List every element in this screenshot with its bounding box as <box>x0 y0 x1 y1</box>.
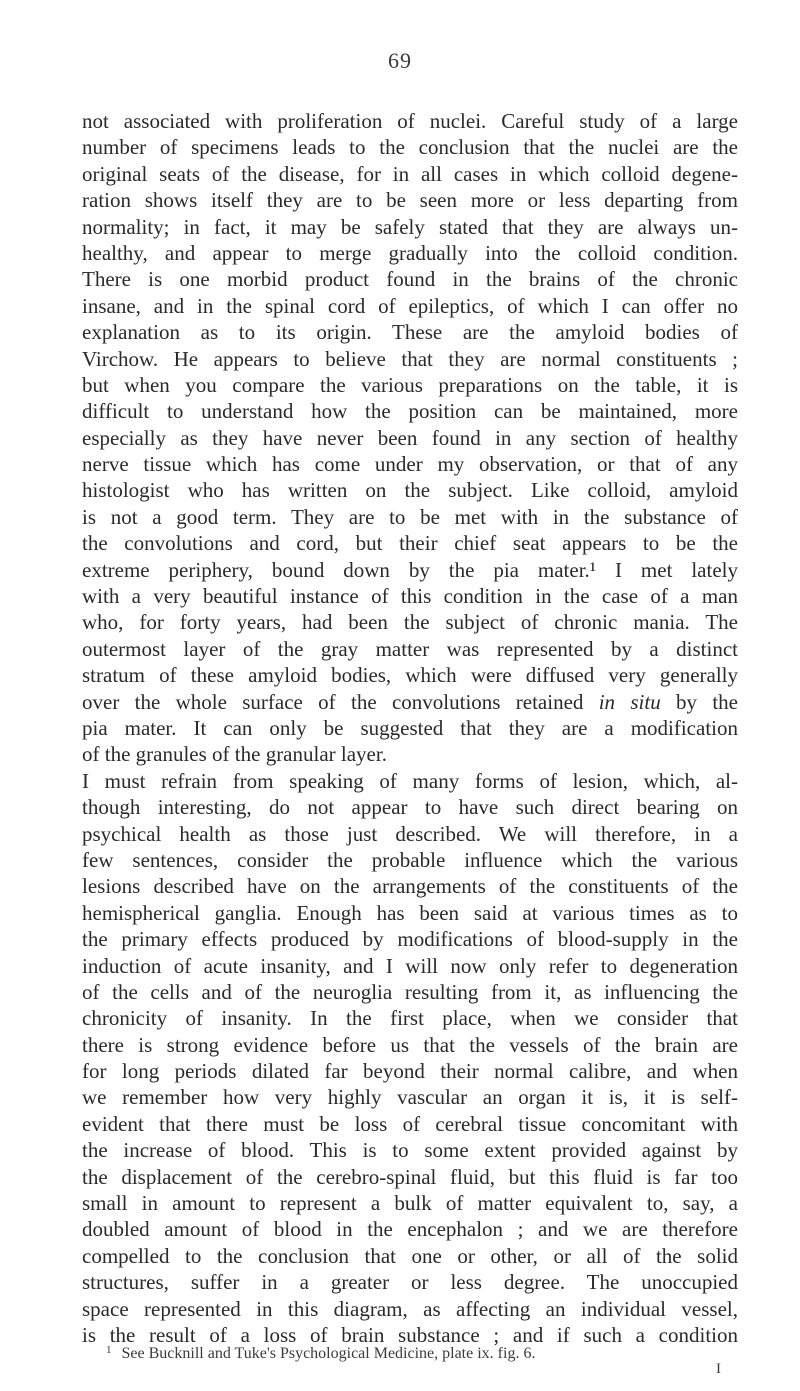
text-line: especially as they have never been found in any section of healthy <box>82 425 738 450</box>
text-line: the increase of blood. This is to some extent provided against by <box>82 1138 738 1163</box>
text-line: hemispherical ganglia. Enough has been said at various times as to <box>82 900 738 925</box>
page-number: 69 <box>388 48 412 73</box>
text-line: doubled amount of blood in the encephalon ; and we are therefore <box>82 1217 738 1242</box>
text-line: of the cells and of the neuroglia resulting from it, as influencing the <box>82 979 738 1004</box>
text-line: though interesting, do not appear to have such direct bearing on <box>82 795 738 820</box>
text-line: induction of acute insanity, and I will now only refer to degeneration <box>82 953 738 978</box>
text-line: the displacement of the cerebro-spinal fluid, but this fluid is far too <box>82 1164 738 1189</box>
text-line: number of specimens leads to the conclusion that the nuclei are the <box>82 135 738 160</box>
footnote-marker: 1 <box>106 1344 112 1356</box>
text-line: with a very beautiful instance of this condition in the case of a man <box>82 584 738 609</box>
text-line: healthy, and appear to merge gradually into the colloid condition. <box>82 240 738 265</box>
text-line: lesions described have on the arrangements of the constituents of the <box>82 874 738 899</box>
text-line: compelled to the conclusion that one or other, or all of the solid <box>82 1243 738 1268</box>
text-line: there is strong evidence before us that the vessels of the brain are <box>82 1032 738 1057</box>
text-line: psychical health as those just described. We will therefore, in a <box>82 821 738 846</box>
text-line: evident that there must be loss of cerebral tissue concomitant with <box>82 1111 738 1136</box>
text-line: is the result of a loss of brain substance ; and if such a condition <box>82 1322 738 1347</box>
text-line: small in amount to represent a bulk of matter equivalent to, say, a <box>82 1191 738 1216</box>
text-line: of the granules of the granular layer. <box>82 742 387 767</box>
text-line: histologist who has written on the subject. Like colloid, amyloid <box>82 478 738 503</box>
text-line: ration shows itself they are to be seen more or less departing from <box>82 188 738 213</box>
text-line: outermost layer of the gray matter was represented by a distinct <box>82 636 738 661</box>
text-line: is not a good term. They are to be met with in the substance of <box>82 504 738 529</box>
text-line: but when you compare the various preparations on the table, it is <box>82 372 738 397</box>
text-line: normality; in fact, it may be safely stated that they are always un- <box>82 214 738 239</box>
text-line: few sentences, consider the probable influence which the various <box>82 847 738 872</box>
footnote-text: See Bucknill and Tuke's Psychological Medicine, plate ix. fig. 6. <box>121 1345 536 1362</box>
italic-phrase: in situ <box>598 689 661 714</box>
signature-mark: I <box>716 1361 721 1377</box>
text-line: explanation as to its origin. These are the amyloid bodies of <box>82 320 738 345</box>
text-line: difficult to understand how the position can be maintained, more <box>82 399 738 424</box>
text-line: for long periods dilated far beyond their normal calibre, and when <box>82 1059 738 1084</box>
text-line: I must refrain from speaking of many forms of lesion, which, al- <box>82 768 738 793</box>
text-line: not associated with proliferation of nuclei. Careful study of a large <box>82 109 738 133</box>
text-line: Virchow. He appears to believe that they are normal constituents ; <box>82 346 738 371</box>
text-line: the convolutions and cord, but their chief seat appears to be the <box>82 531 738 556</box>
text-line: we remember how very highly vascular an organ it is, it is self- <box>82 1085 738 1110</box>
text-line: extreme periphery, bound down by the pia mater.¹ I met lately <box>82 557 738 582</box>
text-line: the primary effects produced by modifications of blood-supply in the <box>82 927 738 952</box>
text-line: insane, and in the spinal cord of epileptics, of which I can offer no <box>82 293 738 318</box>
footnote <box>106 1340 535 1364</box>
text-line: chronicity of insanity. In the first place, when we consider that <box>82 1006 738 1031</box>
text-line: structures, suffer in a greater or less degree. The unoccupied <box>82 1270 738 1295</box>
body-text <box>82 108 738 1348</box>
text-line: stratum of these amyloid bodies, which were diffused very generally <box>82 663 738 688</box>
text-line: pia mater. It can only be suggested that they are a modification <box>82 715 738 740</box>
text-line: who, for forty years, had been the subject of chronic mania. The <box>82 610 738 635</box>
text-line: There is one morbid product found in the brains of the chronic <box>82 267 738 292</box>
text-line: space represented in this diagram, as affecting an individual vessel, <box>82 1296 738 1321</box>
text-line: nerve tissue which has come under my observation, or that of any <box>82 452 738 477</box>
text-line: original seats of the disease, for in all cases in which colloid degene- <box>82 161 738 186</box>
text-line-with-italic: over the whole surface of the convolutions retained in situ by the <box>82 689 739 714</box>
